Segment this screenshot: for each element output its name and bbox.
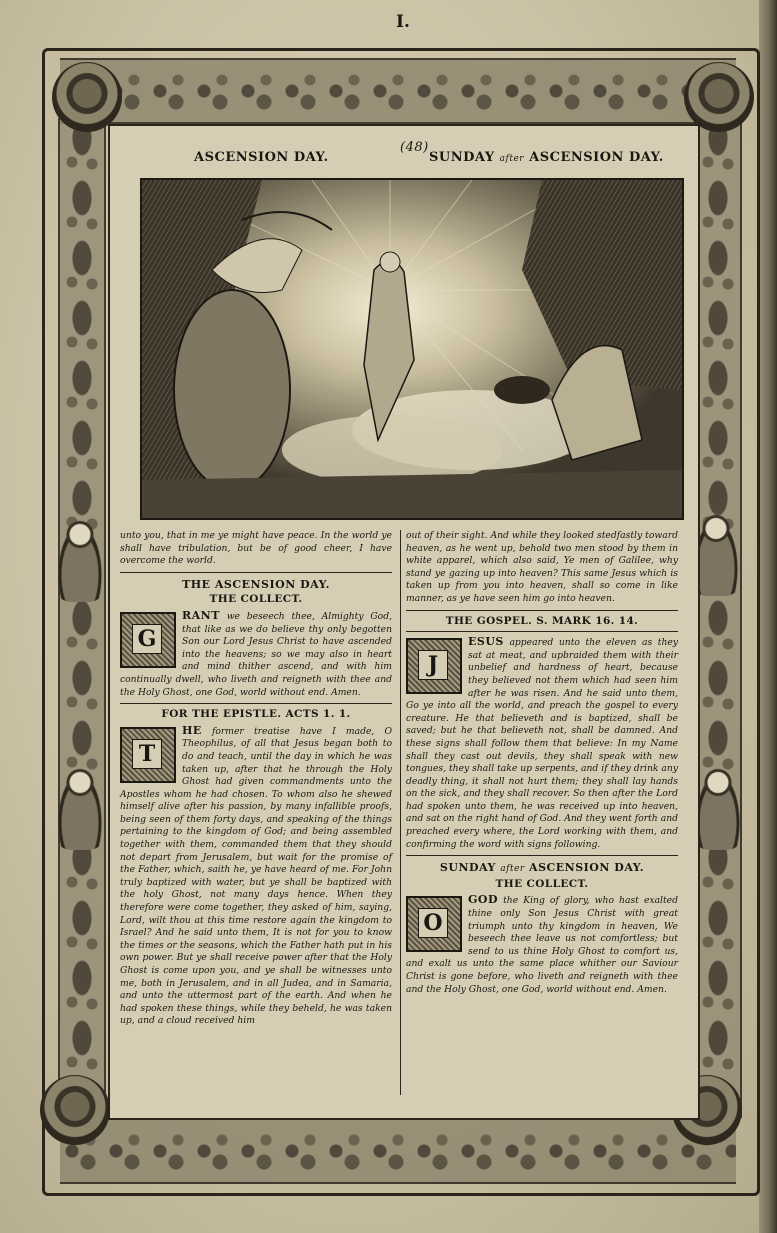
cherub-figure <box>52 760 108 850</box>
sunday-collect-subheading: THE COLLECT. <box>495 877 589 890</box>
gospel-paragraph: J ESUS appeared unto the eleven as they sat at meat, and upbraided them with their unbelief and hardness of heart, because they believed not them which had seen him after he was risen. And he said unto them, Go ye into all the world, and preach the gospel to every creature. He that believeth and is baptized, shall be saved; but he that believeth not, shall be damned. And these signs shall follow them that believe: In my Name shall they cast out devils, they shall speak with new tongues, they shall take up serpents, and if they drink any deadly thing, it shall not hurt them; they shall lay hands on the sick, and they shall recover. So then after the Lord had spoken unto them, he was received up into heaven, and sat on the right hand of God. And they went forth and preached every where, the Lord working with them, and confirming the word with signs following. <box>406 635 678 850</box>
section-rule <box>120 572 392 573</box>
running-header <box>124 140 690 170</box>
page-edge <box>759 0 777 1233</box>
sunday-collect-paragraph: O GOD the King of glory, who hast exalted thine only Son Jesus Christ with great triumph unto thy kingdom in heaven, We beseech thee leave us not comfortless; but send to us thine Holy Ghost to comfort us, and exalt us unto the same place whither our Saviour Christ is gone before, who liveth and reigneth with thee and the Holy Ghost, one God, world without end. Amen. <box>406 893 678 995</box>
collect-paragraph: G RANT we beseech thee, Almighty God, that like as we do believe thy only begotten Son our Lord Jesus Christ to have ascended into the heavens; so we may also in heart and mind thither ascend, and with him continually dwell, who liveth and reigneth with thee and the Holy Ghost, one God, world without end. Amen. <box>120 608 392 698</box>
epistle-paragraph: T HE former treatise have I made, O Theophilus, of all that Jesus began both to do and teach, until the day in which he was taken up, after that he through the Holy Ghost had given commandments unto the Apostles whom he had chosen. To whom also he shewed himself alive after his passion, by many infallible proofs, being seen of them forty days, and speaking of the things pertaining to the kingdom of God; and being assembled together with them, commanded them that they should not depart from Jerusalem, but wait for the promise of the Father, which, saith he, ye have heard of me. For John truly baptized with water, but ye shall be baptized with the holy Ghost, not many days hence. When they therefore were come together, they asked of him, saying, Lord, wilt thou at this time restore again the kingdom to Israel? And he said unto them, It is not for you to know the times or the seasons, which the Father hath put in his own power. But ye shall receive power after that the Holy Ghost is come upon you, and ye shall be witnesses unto me, both in Jerusalem, and in all Judea, and in Samaria, and unto the uttermost part of the earth. And when he had spoken these things, while they beheld, he was taken up, and a cloud received him <box>120 723 392 1027</box>
column-rule <box>400 530 401 1095</box>
engraving-illustration <box>142 180 682 518</box>
corner-ornament-bottom-left <box>40 1075 110 1145</box>
cherub-figure <box>52 512 108 602</box>
header-right: SUNDAY after ASCENSION DAY. <box>429 150 664 165</box>
text-panel <box>108 124 700 1120</box>
dropcap-ornament: O <box>406 896 462 952</box>
sunday-collect-heading: SUNDAY after ASCENSION DAY. <box>439 861 645 875</box>
section-rule <box>406 855 678 856</box>
cherub-frieze-bottom <box>60 1118 736 1184</box>
epistle-continuation: out of their sight. And while they looked stedfastly toward heaven, as he went up, behold two men stood by them in white apparel, which also said, Ye men of Galilee, why stand ye gazing up into heaven? This same Jesus which is taken up from you into heaven, shall so come in like manner, as ye have seen him go into heaven. <box>406 530 678 604</box>
dropcap-ornament: G <box>120 612 176 668</box>
section-rule <box>120 703 392 704</box>
dropcap-ornament: J <box>406 638 462 694</box>
collect-heading: THE ASCENSION DAY. <box>182 577 330 591</box>
corner-ornament-top-right <box>684 62 754 132</box>
section-rule <box>406 610 678 611</box>
plate-number: (48) <box>400 140 429 155</box>
gospel-continuation: unto you, that in me ye might have peace. In the world ye shall have tribulation, but be of good cheer, I have overcome the world. <box>120 530 392 567</box>
gospel-heading: THE GOSPEL. S. MARK 16. 14. <box>445 614 639 627</box>
header-left: ASCENSION DAY. <box>194 150 329 165</box>
page-number: I. <box>396 12 410 32</box>
floral-column-left <box>58 118 106 1118</box>
collect-subheading: THE COLLECT. <box>209 593 303 606</box>
left-column <box>120 530 392 1030</box>
right-column <box>406 530 678 998</box>
epistle-heading: FOR THE EPISTLE. ACTS 1. 1. <box>161 708 351 721</box>
section-rule <box>406 631 678 632</box>
ascension-engraving <box>140 178 684 520</box>
floral-column-right <box>694 118 742 1118</box>
corner-ornament-top-left <box>52 62 122 132</box>
cherub-frieze-top <box>60 58 736 124</box>
dropcap-ornament: T <box>120 727 176 783</box>
